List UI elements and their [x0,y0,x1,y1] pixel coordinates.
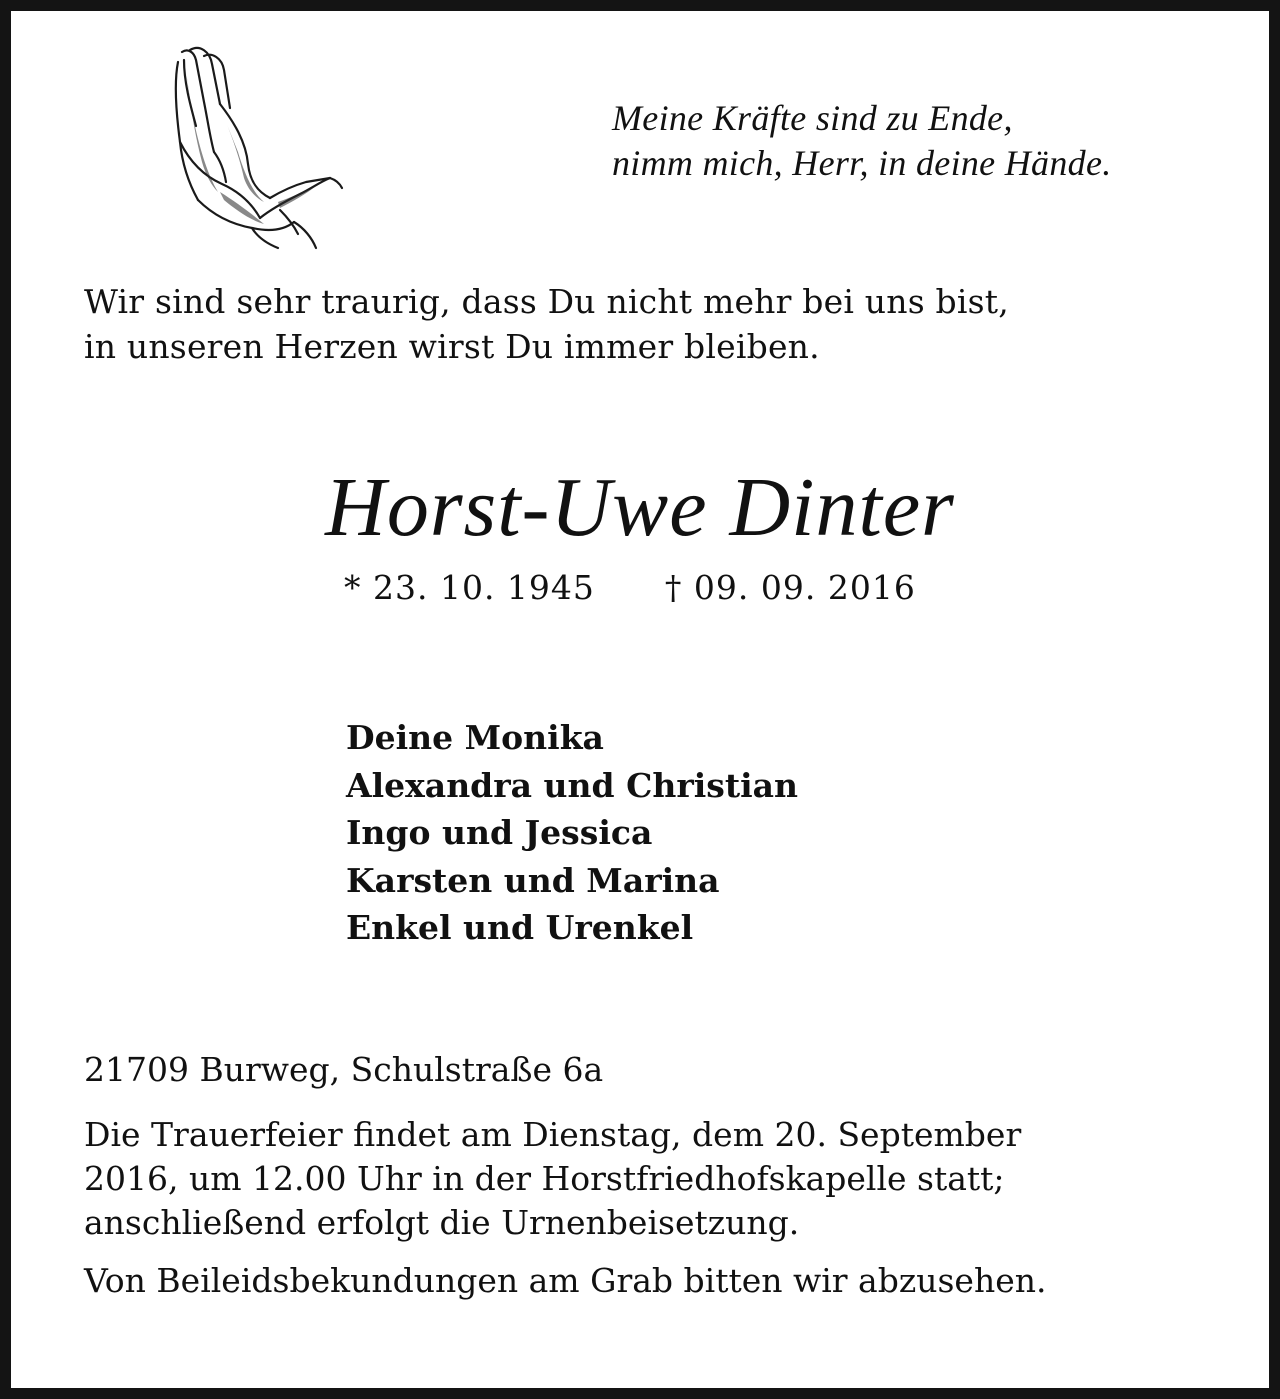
service-line: 2016, um 12.00 Uhr in der Horstfriedhofskapelle statt; [84,1159,1005,1198]
death-date: † 09. 09. 2016 [664,568,916,607]
mourner-item: Ingo und Jessica [346,813,653,852]
motto-line: Meine Kräfte sind zu Ende, [612,98,1013,138]
family-address: 21709 Burweg, Schulstraße 6a [84,1050,604,1089]
mourner-item: Enkel und Urenkel [346,908,694,947]
intro-line: Wir sind sehr traurig, dass Du nicht mehr bei uns bist, [84,282,1009,321]
mourners-list [346,714,798,952]
service-line: anschließend erfolgt die Urnenbeisetzung. [84,1203,800,1242]
mourner-item: Deine Monika [346,718,604,757]
condolence-note: Von Beileidsbekundungen am Grab bitten wir abzusehen. [84,1261,1047,1300]
service-info [84,1113,1198,1245]
intro-text [84,279,1214,369]
motto-verse [612,96,1232,186]
birth-date: * 23. 10. 1945 [344,568,595,607]
deceased-name: Horst-Uwe Dinter [325,461,955,554]
mourner-item: Karsten und Marina [346,860,720,900]
life-dates [344,566,916,610]
mourner-item: Alexandra und Christian [346,765,798,805]
service-line: Die Trauerfeier findet am Dienstag, dem 20. September [84,1115,1022,1154]
praying-hands-icon [160,42,350,252]
motto-line: nimm mich, Herr, in deine Hände. [612,143,1112,183]
intro-line: in unseren Herzen wirst Du immer bleiben. [84,327,820,366]
